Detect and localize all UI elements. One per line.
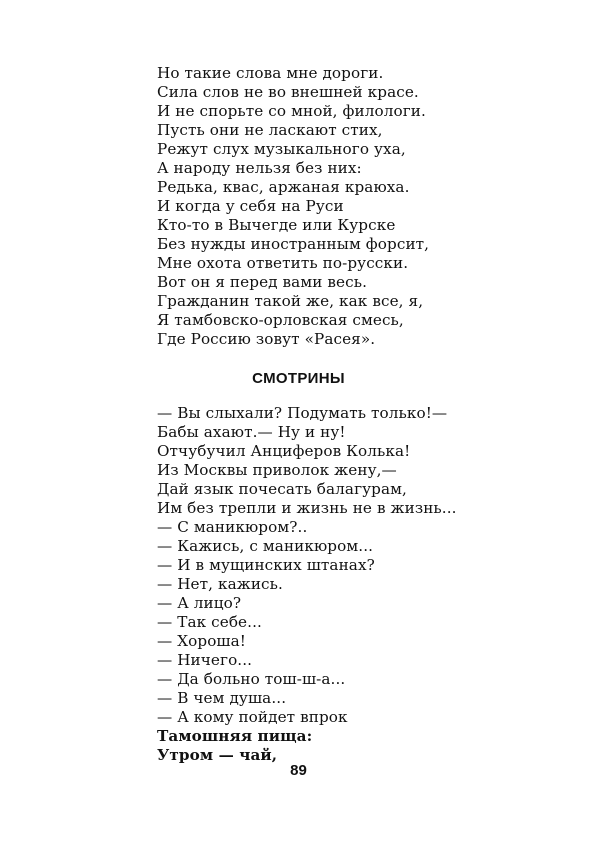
poem-line: — Да больно тош-ш-а...: [157, 670, 346, 688]
poem-line: — Нет, кажись.: [157, 575, 283, 593]
poem-line: Кто-то в Вычегде или Курске: [157, 216, 396, 234]
poem-line: А народу нельзя без них:: [157, 159, 362, 177]
poem-line: Тамошняя пища:: [157, 727, 313, 745]
poem-line: — Ничего...: [157, 651, 253, 669]
poem-stanza-top: [157, 64, 429, 349]
page-number: 89: [290, 762, 307, 779]
poem-line: Но такие слова мне дороги.: [157, 64, 384, 82]
poem-line: Без нужды иностранным форсит,: [157, 235, 430, 253]
poem-line: Сила слов не во внешней красе.: [157, 83, 419, 101]
poem-title: СМОТРИНЫ: [252, 370, 345, 387]
poem-line: Я тамбовско-орловская смесь,: [157, 311, 404, 329]
poem-line: Мне охота ответить по-русски.: [157, 254, 409, 272]
poem-stanza-bottom: [157, 404, 457, 765]
poem-line: Им без трепли и жизнь не в жизнь...: [157, 499, 457, 517]
poem-line: Гражданин такой же, как все, я,: [157, 292, 424, 310]
poem-line: — А лицо?: [157, 594, 242, 612]
poem-line: Пусть они не ласкают стих,: [157, 121, 383, 139]
poem-line: И не спорьте со мной, филологи.: [157, 102, 426, 120]
poem-line: — Так себе...: [157, 613, 262, 631]
poem-line: — Вы слыхали? Подумать только!—: [157, 404, 448, 422]
poem-line: Редька, квас, аржаная краюха.: [157, 178, 410, 196]
poem-line: И когда у себя на Руси: [157, 197, 344, 215]
poem-line: Дай язык почесать балагурам,: [157, 480, 407, 498]
poem-line: — С маникюром?..: [157, 518, 308, 536]
poem-line: — А кому пойдет впрок: [157, 708, 348, 726]
poem-line: — В чем душа...: [157, 689, 287, 707]
poem-line: — Кажись, с маникюром...: [157, 537, 374, 555]
poem-line: Из Москвы приволок жену,—: [157, 461, 397, 479]
poem-line: Бабы ахают.— Ну и ну!: [157, 423, 346, 441]
poem-line: Режут слух музыкального уха,: [157, 140, 406, 158]
poem-line: Вот он я перед вами весь.: [157, 273, 368, 291]
poem-line: — Хороша!: [157, 632, 247, 650]
poem-line: Где Россию зовут «Расея».: [157, 330, 376, 348]
poem-line: — И в мущинских штанах?: [157, 556, 375, 574]
poem-line: Отчубучил Анциферов Колька!: [157, 442, 411, 460]
poem-line: Утром — чай,: [157, 746, 278, 764]
